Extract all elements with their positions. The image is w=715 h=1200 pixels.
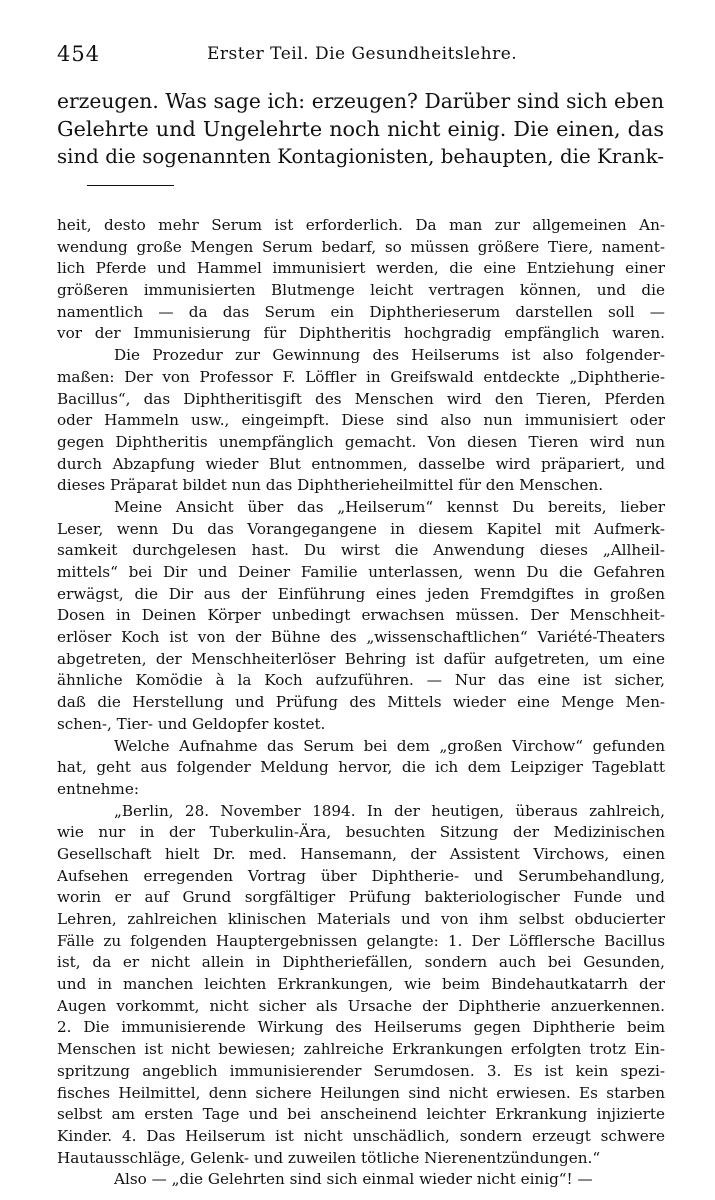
main-text-line: Gelehrte und Ungelehrte noch nicht einig. Die einen, das: [57, 117, 664, 141]
footnote-line: größeren immunisierten Blutmenge leicht vertragen können, und die: [57, 281, 665, 300]
footnote-line: Augen vorkommt, nicht sicher als Ursache der Diphtherie anzuerkennen.: [57, 996, 665, 1015]
page-number: 454: [57, 42, 101, 66]
footnote-text: [57, 215, 665, 1191]
footnote-line: entnehme:: [57, 779, 139, 798]
footnote-line: samkeit durchgelesen hast. Du wirst die Anwendung dieses „Allheil-: [57, 541, 665, 560]
footnote-line: spritzung angeblich immunisierender Serumdosen. 3. Es ist kein spezi-: [57, 1061, 665, 1080]
footnote-line: Lehren, zahlreichen klinischen Materials und von ihm selbst obducierter: [57, 910, 665, 928]
footnote-line: vor der Immunisierung für Diphtheritis hochgradig empfänglich waren.: [57, 324, 665, 343]
footnote-line: schen-, Tier- und Geldopfer kostet.: [57, 714, 326, 733]
main-text-line: sind die sogenannten Kontagionisten, behaupten, die Krank-: [57, 145, 664, 168]
footnote-line: maßen: Der von Professor F. Löffler in Greifswald entdeckte „Diphtherie-: [57, 367, 665, 386]
footnote-line: Menschen ist nicht bewiesen; zahlreiche Erkrankungen erfolgten trotz Ein-: [57, 1040, 665, 1059]
footnote-line: Meine Ansicht über das „Heilserum“ kennst Du bereits, lieber: [114, 497, 665, 516]
footnote-line: Leser, wenn Du das Vorangegangene in diesem Kapitel mit Aufmerk-: [57, 519, 665, 538]
footnote-line: Fälle zu folgenden Hauptergebnissen gelangte: 1. Der Löfflersche Bacillus: [57, 931, 665, 950]
footnote-line: lich Pferde und Hammel immunisiert werden, die eine Entziehung einer: [57, 259, 665, 278]
footnote-line: ähnliche Komödie à la Koch aufzuführen. — Nur das eine ist sicher,: [57, 671, 665, 690]
footnote-line: erlöser Koch ist von der Bühne des „wissenschaftlichen“ Variété-Theaters: [57, 628, 665, 647]
main-text-line: erzeugen. Was sage ich: erzeugen? Darüber sind sich eben: [57, 89, 664, 113]
footnote-line: erwägst, die Dir aus der Einführung eines jeden Fremdgiftes in großen: [57, 584, 665, 603]
footnote-line: Welche Aufnahme das Serum bei dem „großen Virchow“ gefunden: [114, 736, 665, 755]
footnote-line: Hautausschläge, Gelenk- und zuweilen tötliche Nierenentzündungen.“: [57, 1148, 601, 1167]
footnote-line: 2. Die immunisierende Wirkung des Heilserums gegen Diphtherie beim: [57, 1018, 665, 1037]
footnote-line: durch Abzapfung wieder Blut entnommen, dasselbe wird präpariert, und: [57, 454, 665, 473]
footnote-line: und in manchen leichten Erkrankungen, wie beim Bindehautkatarrh der: [57, 975, 665, 994]
footnote-line: mittels“ bei Dir und Deiner Familie unterlassen, wenn Du die Gefahren: [57, 563, 665, 581]
footnote-line: „Berlin, 28. November 1894. In der heutigen, überaus zahlreich,: [114, 801, 665, 820]
footnote-line: abgetreten, der Menschheiterlöser Behring ist dafür aufgetreten, um eine: [57, 649, 665, 668]
main-text: [57, 87, 664, 171]
footnote-line: gegen Diphtheritis unempfänglich gemacht. Von diesen Tieren wird nun: [57, 432, 665, 451]
footnote-line: worin er auf Grund sorgfältiger Prüfung bakteriologischer Funde und: [57, 888, 665, 907]
footnote-line: hat, geht aus folgender Meldung hervor, die ich dem Leipziger Tageblatt: [57, 758, 665, 777]
footnote-line: dieses Präparat bildet nun das Diphtherieheilmittel für den Menschen.: [57, 476, 604, 495]
footnote-line: selbst am ersten Tage und bei anscheinend leichter Erkrankung injizierte: [57, 1105, 665, 1124]
footnote-line: Bacillus“, das Diphtheritisgift des Menschen wird den Tieren, Pferden: [57, 389, 665, 408]
footnote-line: Gesellschaft hielt Dr. med. Hansemann, der Assistent Virchows, einen: [57, 844, 665, 863]
footnote-line: oder Hammeln usw., eingeimpft. Diese sind also nun immunisiert oder: [57, 411, 665, 430]
page-header: [57, 42, 667, 72]
running-title: Erster Teil. Die Gesundheitslehre.: [207, 44, 518, 64]
footnote-line: fisches Heilmittel, denn sichere Heilungen sind nicht erwiesen. Es starben: [57, 1083, 665, 1102]
footnote-line: Die Prozedur zur Gewinnung des Heilserums ist also folgender-: [114, 346, 665, 365]
footnote-line: heit, desto mehr Serum ist erforderlich. Da man zur allgemeinen An-: [57, 216, 665, 234]
footnote-line: ist, da er nicht allein in Diphtheriefällen, sondern auch bei Gesunden,: [57, 953, 665, 972]
footnote-line: wendung große Mengen Serum bedarf, so müssen größere Tiere, nament-: [57, 237, 665, 256]
footnote-line: namentlich — da das Serum ein Diphtherieserum darstellen soll —: [57, 302, 665, 321]
footnote-line: wie nur in der Tuberkulin-Ära, besuchten Sitzung der Medizinischen: [57, 823, 665, 842]
footnote-line: Also — „die Gelehrten sind sich einmal wieder nicht einig“! —: [114, 1170, 593, 1189]
footnote-line: Dosen in Deinen Körper unbedingt erwachsen müssen. Der Menschheit-: [57, 606, 665, 625]
footnote-separator-rule: [87, 185, 174, 186]
footnote-line: daß die Herstellung und Prüfung des Mittels wieder eine Menge Men-: [57, 693, 665, 712]
footnote-line: Aufsehen erregenden Vortrag über Diphtherie- und Serumbehandlung,: [57, 866, 665, 885]
footnote-line: Kinder. 4. Das Heilserum ist nicht unschädlich, sondern erzeugt schwere: [57, 1126, 665, 1145]
